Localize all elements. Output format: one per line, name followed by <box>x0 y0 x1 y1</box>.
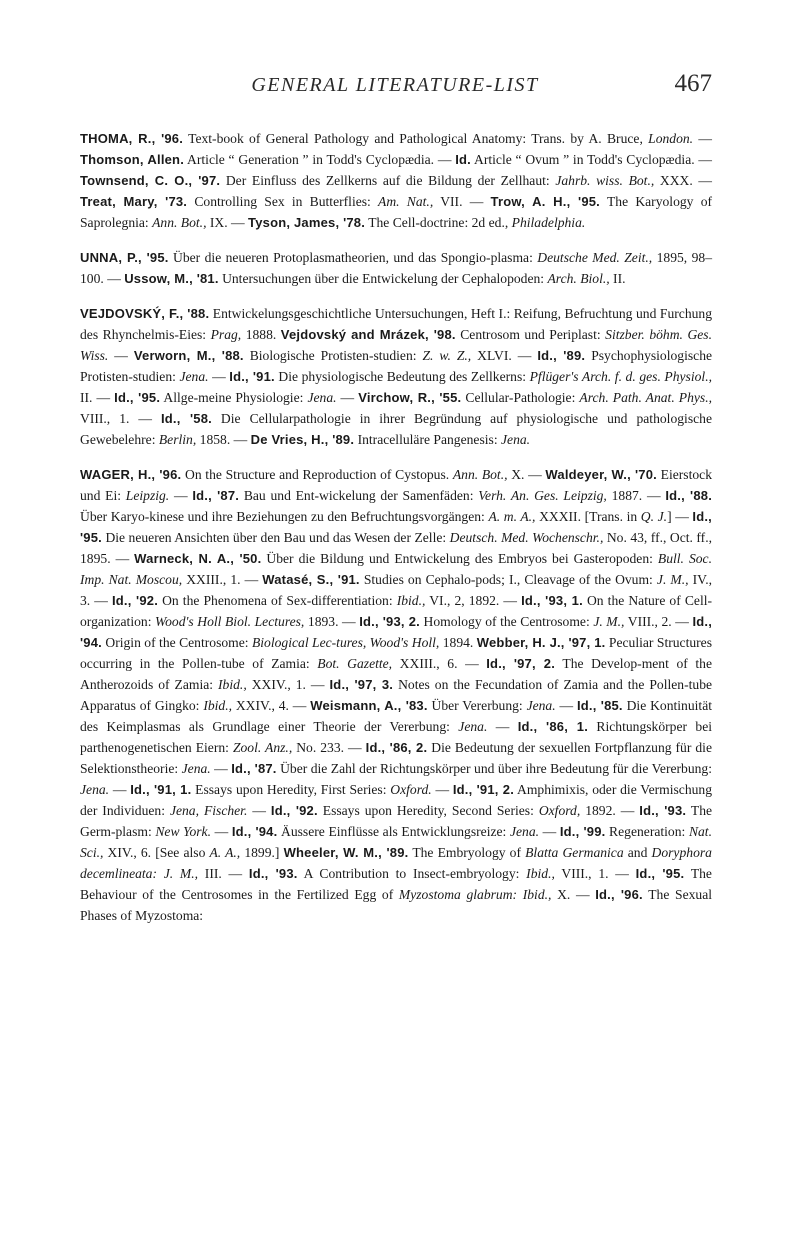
citation-text: Homology of the Centrosome: <box>419 614 594 629</box>
publication-title: Wood's Holl Biol. Lectures, <box>155 614 305 629</box>
citation-text: No. 43, ff., Oct. ff., 1895. — <box>80 530 713 566</box>
author-citation: Id., '92. <box>111 593 159 608</box>
publication-title: New York. <box>155 824 211 839</box>
citation-text: The Karyology of Saprolegnia: <box>80 194 713 230</box>
author-citation: Warneck, N. A., '50. <box>134 551 262 566</box>
publication-title: Ibid., <box>203 698 233 713</box>
citation-text: — <box>109 782 131 797</box>
author-citation: UNNA, P., '95. <box>80 250 169 265</box>
author-citation: Id., '86, 2. <box>365 740 428 755</box>
literature-list <box>80 128 712 940</box>
citation-text: On the Structure and Reproduction of Cystopus. <box>181 467 453 482</box>
citation-text: Peculiar Structures occurring in the Pollen-tube of Zamia: <box>80 635 712 671</box>
citation-text: Origin of the Centrosome: <box>101 635 252 650</box>
publication-title: Bot. Gazette, <box>317 656 393 671</box>
author-citation: Verworn, M., '88. <box>133 348 244 363</box>
citation-text: 1892. — <box>580 803 640 818</box>
citation-text: Article “ Ovum ” in Todd's Cyclopædia. — <box>470 152 712 167</box>
author-citation: Id., '93. <box>639 803 687 818</box>
publication-title: Jena. <box>501 432 531 447</box>
citation-text: 1899.] <box>240 845 284 860</box>
citation-text: VIII., 1. — <box>554 866 636 881</box>
citation-text: The Behaviour of the Centrosomes in the Fertilized Egg of <box>80 866 712 902</box>
citation-text: XXIV., 4. — <box>232 698 311 713</box>
citation-text: The Embryology of <box>408 845 526 860</box>
publication-title: Ibid., <box>396 593 426 608</box>
publication-title: Nat. Sci., <box>80 824 712 860</box>
publication-title: Bull. Soc. Imp. Nat. Moscou, <box>80 551 712 587</box>
citation-text: Regeneration: <box>605 824 689 839</box>
publication-title: Biological Lec-tures, Wood's Holl, <box>251 635 440 650</box>
author-citation: Watasé, S., '91. <box>262 572 360 587</box>
author-citation: Id., '93, 2. <box>359 614 420 629</box>
author-citation: VEJDOVSKÝ, F., '88. <box>80 306 210 321</box>
author-citation: Id., '91, 1. <box>130 782 192 797</box>
publication-title: Arch. Path. Anat. Phys., <box>579 390 712 405</box>
citation-text: Bau und Ent-wickelung der Samenfäden: <box>239 488 479 503</box>
author-citation: Id., '87. <box>192 488 240 503</box>
citation-text: Äussere Einflüsse als Entwicklungsreize: <box>277 824 510 839</box>
author-citation: Id., '87. <box>231 761 277 776</box>
citation-text: 1895, 98–100. — <box>80 250 712 286</box>
publication-title: Verh. An. Ges. Leipzig, <box>478 488 607 503</box>
citation-text: 1887. — <box>606 488 666 503</box>
citation-text: Text-book of General Pathology and Pathological Anatomy: Trans. by A. Bruce, <box>183 131 649 146</box>
running-head <box>78 70 712 110</box>
publication-title: Leipzig. <box>125 488 170 503</box>
author-citation: Waldeyer, W., '70. <box>545 467 657 482</box>
running-title: GENERAL LITERATURE-LIST <box>251 74 539 96</box>
citation-text: VI., 2, 1892. — <box>425 593 522 608</box>
citation-text: Richtungskörper bei parthenogenetischen Eiern: <box>80 719 713 755</box>
citation-text: Psychophysiologische Protisten-studien: <box>80 348 713 384</box>
page-number: 467 <box>674 70 712 97</box>
publication-title: Jena. <box>80 782 110 797</box>
entry-unna <box>80 247 712 289</box>
publication-title: A. m. A., <box>488 509 536 524</box>
publication-title: Pflüger's Arch. f. d. ges. Physiol., <box>529 369 712 384</box>
citation-text: Cellular-Pathologie: <box>461 390 580 405</box>
publication-title: Ann. Bot., <box>452 467 508 482</box>
citation-text: XIV., 6. [See also <box>103 845 210 860</box>
citation-text: XXX. — <box>654 173 712 188</box>
citation-text: ] — <box>667 509 693 524</box>
citation-text: 1893. — <box>304 614 360 629</box>
citation-text: Amphimixis, oder die Vermischung der Individuen: <box>80 782 713 818</box>
author-citation: Id., '94. <box>80 614 713 650</box>
author-citation: Ussow, M., '81. <box>124 271 219 286</box>
citation-text: 1894. <box>439 635 477 650</box>
publication-title: Deutsch. Med. Wochenschr., <box>449 530 604 545</box>
citation-text: Die neueren Ansichten über den Bau und das Wesen der Zelle: <box>101 530 450 545</box>
publication-title: Ann. Bot., <box>152 215 207 230</box>
citation-text: Über die Bildung und Entwickelung des Embryos bei Gasteropoden: <box>261 551 658 566</box>
publication-title: Jena. <box>509 824 540 839</box>
citation-text: 1858. — <box>196 432 251 447</box>
citation-text: — <box>487 719 518 734</box>
entry-vejdovsky <box>80 303 712 450</box>
citation-text: XXIII., 6. — <box>392 656 487 671</box>
author-citation: Id., '91. <box>229 369 275 384</box>
author-citation: Id., '89. <box>537 348 586 363</box>
author-citation: Id., '96. <box>595 887 643 902</box>
citation-text: Die physiologische Bedeutung des Zellkerns: <box>274 369 530 384</box>
citation-text: — <box>693 131 712 146</box>
citation-text: IX. — <box>206 215 249 230</box>
citation-text: Article “ Generation ” in Todd's Cyclopædia. — <box>184 152 456 167</box>
publication-title: Jena. <box>458 719 488 734</box>
citation-text: Studies on Cephalo-pods; I., Cleavage of the Ovum: <box>359 572 657 587</box>
entry-wager <box>80 464 712 926</box>
citation-text: On the Phenomena of Sex-differentiation: <box>158 593 397 608</box>
citation-text: Über die neueren Protoplasmatheorien, und das Spongio-plasma: <box>168 250 538 265</box>
citation-text: Essays upon Heredity, First Series: <box>191 782 391 797</box>
citation-text: The Sexual Phases of Myzostoma: <box>80 887 713 923</box>
publication-title: Oxford. <box>390 782 432 797</box>
publication-title: Q. J. <box>640 509 668 524</box>
citation-text: and <box>623 845 652 860</box>
citation-text: Biologische Protisten-studien: <box>243 348 423 363</box>
citation-text: VII. — <box>433 194 491 209</box>
citation-text: VIII., 1. — <box>80 411 161 426</box>
citation-text: — <box>210 761 232 776</box>
citation-text: — <box>431 782 453 797</box>
publication-title: Jahrb. wiss. Bot., <box>555 173 655 188</box>
citation-text: Die Cellularpathologie in ihrer Begründung auf physiologische und pathologische Gewebelehre: <box>80 411 712 447</box>
author-citation: Id., '99. <box>559 824 606 839</box>
author-citation: Weismann, A., '83. <box>310 698 428 713</box>
citation-text: — <box>108 348 134 363</box>
publication-title: Jena. <box>526 698 556 713</box>
author-citation: Id., '94. <box>231 824 278 839</box>
author-citation: Trow, A. H., '95. <box>490 194 600 209</box>
publication-title: Ibid., <box>526 866 555 881</box>
author-citation: Id., '93, 1. <box>521 593 583 608</box>
citation-text: Essays upon Heredity, Second Series: <box>317 803 539 818</box>
author-citation: Id., '95. <box>114 390 161 405</box>
publication-title: Z. w. Z., <box>422 348 472 363</box>
author-citation: Virchow, R., '55. <box>358 390 462 405</box>
publication-title: Am. Nat., <box>378 194 434 209</box>
author-citation: Id., '92. <box>270 803 318 818</box>
citation-text: Controlling Sex in Butterflies: <box>187 194 379 209</box>
author-citation: Id., '85. <box>576 698 623 713</box>
citation-text: — <box>539 824 560 839</box>
publication-title: Oxford, <box>538 803 581 818</box>
citation-text: The Develop-ment of the Antherozoids of Zamia: <box>80 656 712 692</box>
citation-text: On the Nature of Cell-organization: <box>80 593 713 629</box>
author-citation: Id. <box>455 152 471 167</box>
citation-text: — <box>169 488 193 503</box>
citation-text: Über die Zahl der Richtungskörper und über ihre Bedeutung für die Vererbung: <box>276 761 712 776</box>
citation-text: X. — <box>507 467 546 482</box>
citation-text: Centrosom und Periplast: <box>455 327 606 342</box>
publication-title: Jena. <box>307 390 337 405</box>
author-citation: Townsend, C. O., '97. <box>80 173 221 188</box>
citation-text: — <box>210 824 232 839</box>
citation-text: Eierstock und Ei: <box>80 467 712 503</box>
citation-text: XXIII., 1. — <box>182 572 263 587</box>
author-citation: Tyson, James, '78. <box>248 215 366 230</box>
citation-text: Allge-meine Physiologie: <box>160 390 308 405</box>
publication-title: Doryphora decemlineata: J. M., <box>80 845 712 881</box>
citation-text: The Germ-plasm: <box>80 803 713 839</box>
citation-text: XLVI. — <box>471 348 538 363</box>
author-citation: WAGER, H., '96. <box>80 467 182 482</box>
author-citation: De Vries, H., '89. <box>250 432 355 447</box>
author-citation: Id., '58. <box>160 411 212 426</box>
author-citation: Id., '86, 1. <box>517 719 589 734</box>
author-citation: Id., '93. <box>248 866 298 881</box>
author-citation: Vejdovský and Mrázek, '98. <box>280 327 456 342</box>
author-citation: Id., '88. <box>665 488 713 503</box>
citation-text: — <box>208 369 230 384</box>
citation-text: Über Karyo-kinese und ihre Beziehungen zu den Befruchtungsvorgängen: <box>80 509 489 524</box>
publication-title: Berlin, <box>158 432 197 447</box>
citation-text: Die Bedeutung der sexuellen Fortpflanzung für die Selektionstheorie: <box>80 740 712 776</box>
author-citation: Treat, Mary, '73. <box>80 194 188 209</box>
publication-title: Jena, Fischer. <box>169 803 248 818</box>
citation-text: 1888. <box>241 327 281 342</box>
publication-title: Blatta Germanica <box>525 845 624 860</box>
citation-text: Der Einfluss des Zellkerns auf die Bildung der Zellhaut: <box>220 173 556 188</box>
publication-title: Jena. <box>179 369 209 384</box>
citation-text: XXIV., 1. — <box>246 677 330 692</box>
author-citation: Wheeler, W. M., '89. <box>283 845 409 860</box>
publication-title: London. <box>648 131 694 146</box>
citation-text: — <box>247 803 271 818</box>
citation-text: The Cell-doctrine: 2d ed., <box>365 215 512 230</box>
entry-thoma <box>80 128 712 233</box>
citation-text: Intracelluläre Pangenesis: <box>354 432 502 447</box>
publication-title: J. M., <box>656 572 689 587</box>
author-citation: Id., '97, 3. <box>329 677 394 692</box>
author-citation: Id., '97, 2. <box>486 656 556 671</box>
citation-text: Über Vererbung: <box>427 698 527 713</box>
publication-title: Jena. <box>181 761 211 776</box>
publication-title: Ibid., <box>218 677 247 692</box>
publication-title: Sitzber. böhm. Ges. Wiss. <box>80 327 712 363</box>
citation-text: II. <box>609 271 626 286</box>
citation-text: A Contribution to Insect-embryology: <box>297 866 527 881</box>
citation-text: Die Kontinuität des Keimplasmas als Grundlage einer Theorie der Vererbung: <box>80 698 713 734</box>
author-citation: Id., '91, 2. <box>452 782 515 797</box>
citation-text: — <box>336 390 359 405</box>
citation-text: Entwickelungsgeschichtliche Untersuchungen, Heft I.: Reifung, Befruchtung und Furchung des Rhynchelmis-Eies: <box>80 306 713 342</box>
publication-title: J. M., <box>593 614 625 629</box>
citation-text: VIII., 2. — <box>624 614 693 629</box>
publication-title: Arch. Biol., <box>547 271 610 286</box>
citation-text: IV., 3. — <box>80 572 712 608</box>
citation-text: III. — <box>198 866 249 881</box>
citation-text: No. 233. — <box>292 740 366 755</box>
citation-text: II. — <box>80 390 115 405</box>
citation-text: Untersuchungen über die Entwickelung der Cephalopoden: <box>218 271 548 286</box>
citation-text: Notes on the Fecundation of Zamia and the Pollen-tube Apparatus of Gingko: <box>80 677 713 713</box>
author-citation: Thomson, Allen. <box>80 152 185 167</box>
publication-title: Myzostoma glabrum: Ibid., <box>398 887 552 902</box>
citation-text: X. — <box>551 887 596 902</box>
citation-text: XXXII. [Trans. in <box>535 509 641 524</box>
author-citation: Webber, H. J., '97, 1. <box>476 635 606 650</box>
author-citation: Id., '95. <box>635 866 685 881</box>
publication-title: Zool. Anz., <box>232 740 293 755</box>
author-citation: Id., '95. <box>80 509 712 545</box>
publication-title: Philadelphia. <box>511 215 586 230</box>
publication-title: Deutsche Med. Zeit., <box>537 250 653 265</box>
citation-text: — <box>555 698 577 713</box>
publication-title: Prag, <box>210 327 242 342</box>
author-citation: THOMA, R., '96. <box>80 131 184 146</box>
publication-title: A. A., <box>209 845 241 860</box>
